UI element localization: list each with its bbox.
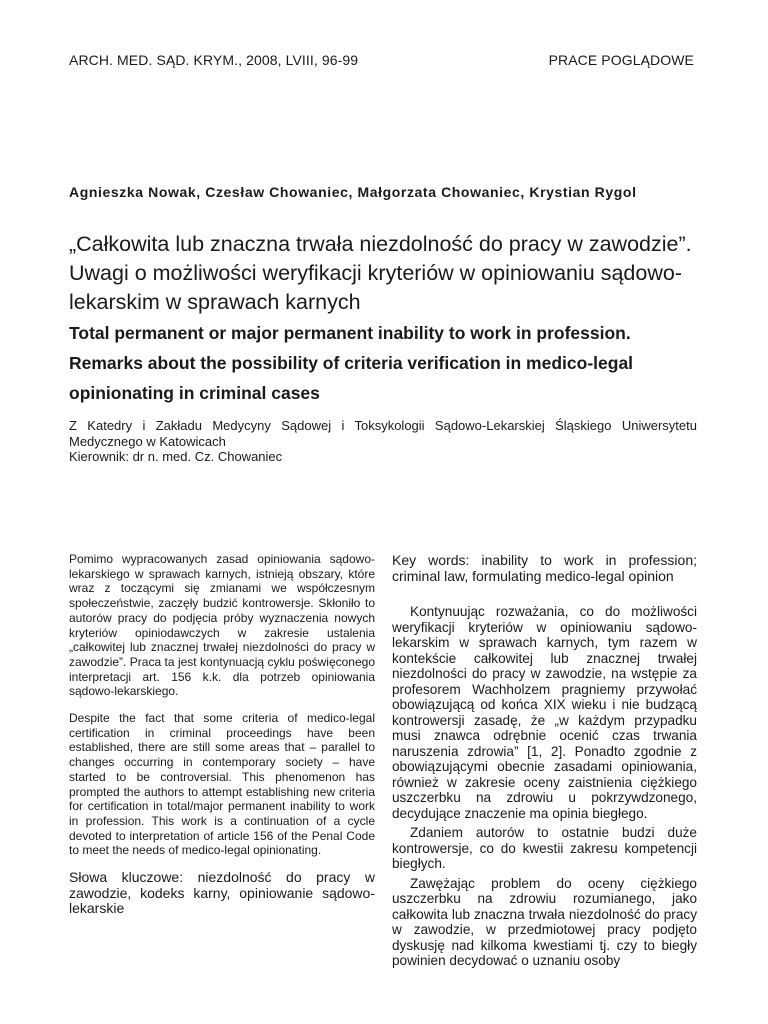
abstract-english: Despite the fact that some criteria of medico-legal certification in criminal proceedings have been established, there are still some areas that – parallel to changes occurring in contemporary society – have started to be controversial. This phenomenon has prompted the authors to attempt establishing new criteria for certification in total/major permanent inability to work in profession. This work is a continuation of a cycle devoted to interpretation of article 156 of the Penal Code to meet the needs of medico-legal opinionating.: [69, 711, 375, 858]
title-english: Total permanent or major permanent inability to work in profession. Remarks about the possibility of criteria verification in medico-legal opinionating in criminal cases: [69, 323, 634, 403]
keywords-polish: Słowa kluczowe: niezdolność do pracy w zawodzie, kodeks karny, opiniowanie sądowo-lekarskie: [69, 869, 375, 917]
right-column: [392, 553, 697, 969]
affiliation-department: Z Katedry i Zakładu Medycyny Sądowej i Toksykologii Sądowo-Lekarskiej Śląskiego Uniwersytetu Medycznego w Katowicach: [69, 418, 697, 449]
abstract-polish: Pomimo wypracowanych zasad opiniowania sądowo-lekarskiego w sprawach karnych, istnieją obszary, które wraz z toczącymi się zmianami we współczesnym społeczeństwie, zaczęły budzić kontrowersje. Skłoniło to autorów pracy do podjęcia próby wyznaczenia nowych kryteriów opiniodawczych w zakresie ustalenia „całkowitej lub znacznej trwałej niezdolności do pracy w zawodzie”. Praca ta jest kontynuacją cyklu poświęconego interpretacji art. 156 k.k. dla potrzeb opiniowania sądowo-lekarskiego.: [69, 552, 375, 699]
keywords-english: Key words: inability to work in profession; criminal law, formulating medico-legal opinion: [392, 552, 697, 584]
authors-line: Agnieszka Nowak, Czesław Chowaniec, Małgorzata Chowaniec, Krystian Rygol: [69, 184, 637, 200]
body-paragraph: Zawężając problem do oceny ciężkiego uszczerbku na zdrowiu rozumianego, jako całkowita lub znaczna trwała niezdolność do pracy w zawodzie, w przedmiotowej pracy podjęto dyskusję nad kilkoma kwestiami tj. czy to biegły powinien decydować o uznaniu osoby: [392, 875, 697, 968]
title-polish: „Całkowita lub znaczna trwała niezdolność do pracy w zawodzie”. Uwagi o możliwości weryfikacji kryteriów w opiniowaniu sądowo-lekarskim w sprawach karnych: [69, 232, 692, 314]
body-paragraph: Kontynuując rozważania, co do możliwości weryfikacji kryteriów w opiniowaniu sądowo-lekarskim w sprawach karnych, tym razem w kontekście całkowitej lub znacznej trwałej niezdolności do pracy w zawodzie, na wstępie za profesorem Wachholzem pragniemy przywołać obowiązującą od końca XIX wieku i nie budzącą kontrowersji zasadę, że „w każdym przypadku musi znawca odrębnie ocenić czas trwania naruszenia zdrowia” [1, 2]. Ponadto zgodnie z obowiązującymi obecnie zasadami opiniowania, również w zakresie oceny zaistnienia ciężkiego uszczerbku na zdrowiu u pokrzywdzonego, decydujące znaczenie ma opinia biegłego.: [392, 604, 697, 821]
left-column: [69, 552, 375, 917]
body-paragraph: Zdaniem autorów to ostatnie budzi duże kontrowersje, co do kwestii zakresu kompetencji biegłych.: [392, 825, 697, 871]
affiliation-head: Kierownik: dr n. med. Cz. Chowaniec: [69, 449, 283, 464]
affiliation: [69, 418, 697, 465]
journal-reference: ARCH. MED. SĄD. KRYM., 2008, LVIII, 96-99: [69, 52, 359, 68]
section-label: PRACE POGLĄDOWE: [548, 52, 694, 68]
